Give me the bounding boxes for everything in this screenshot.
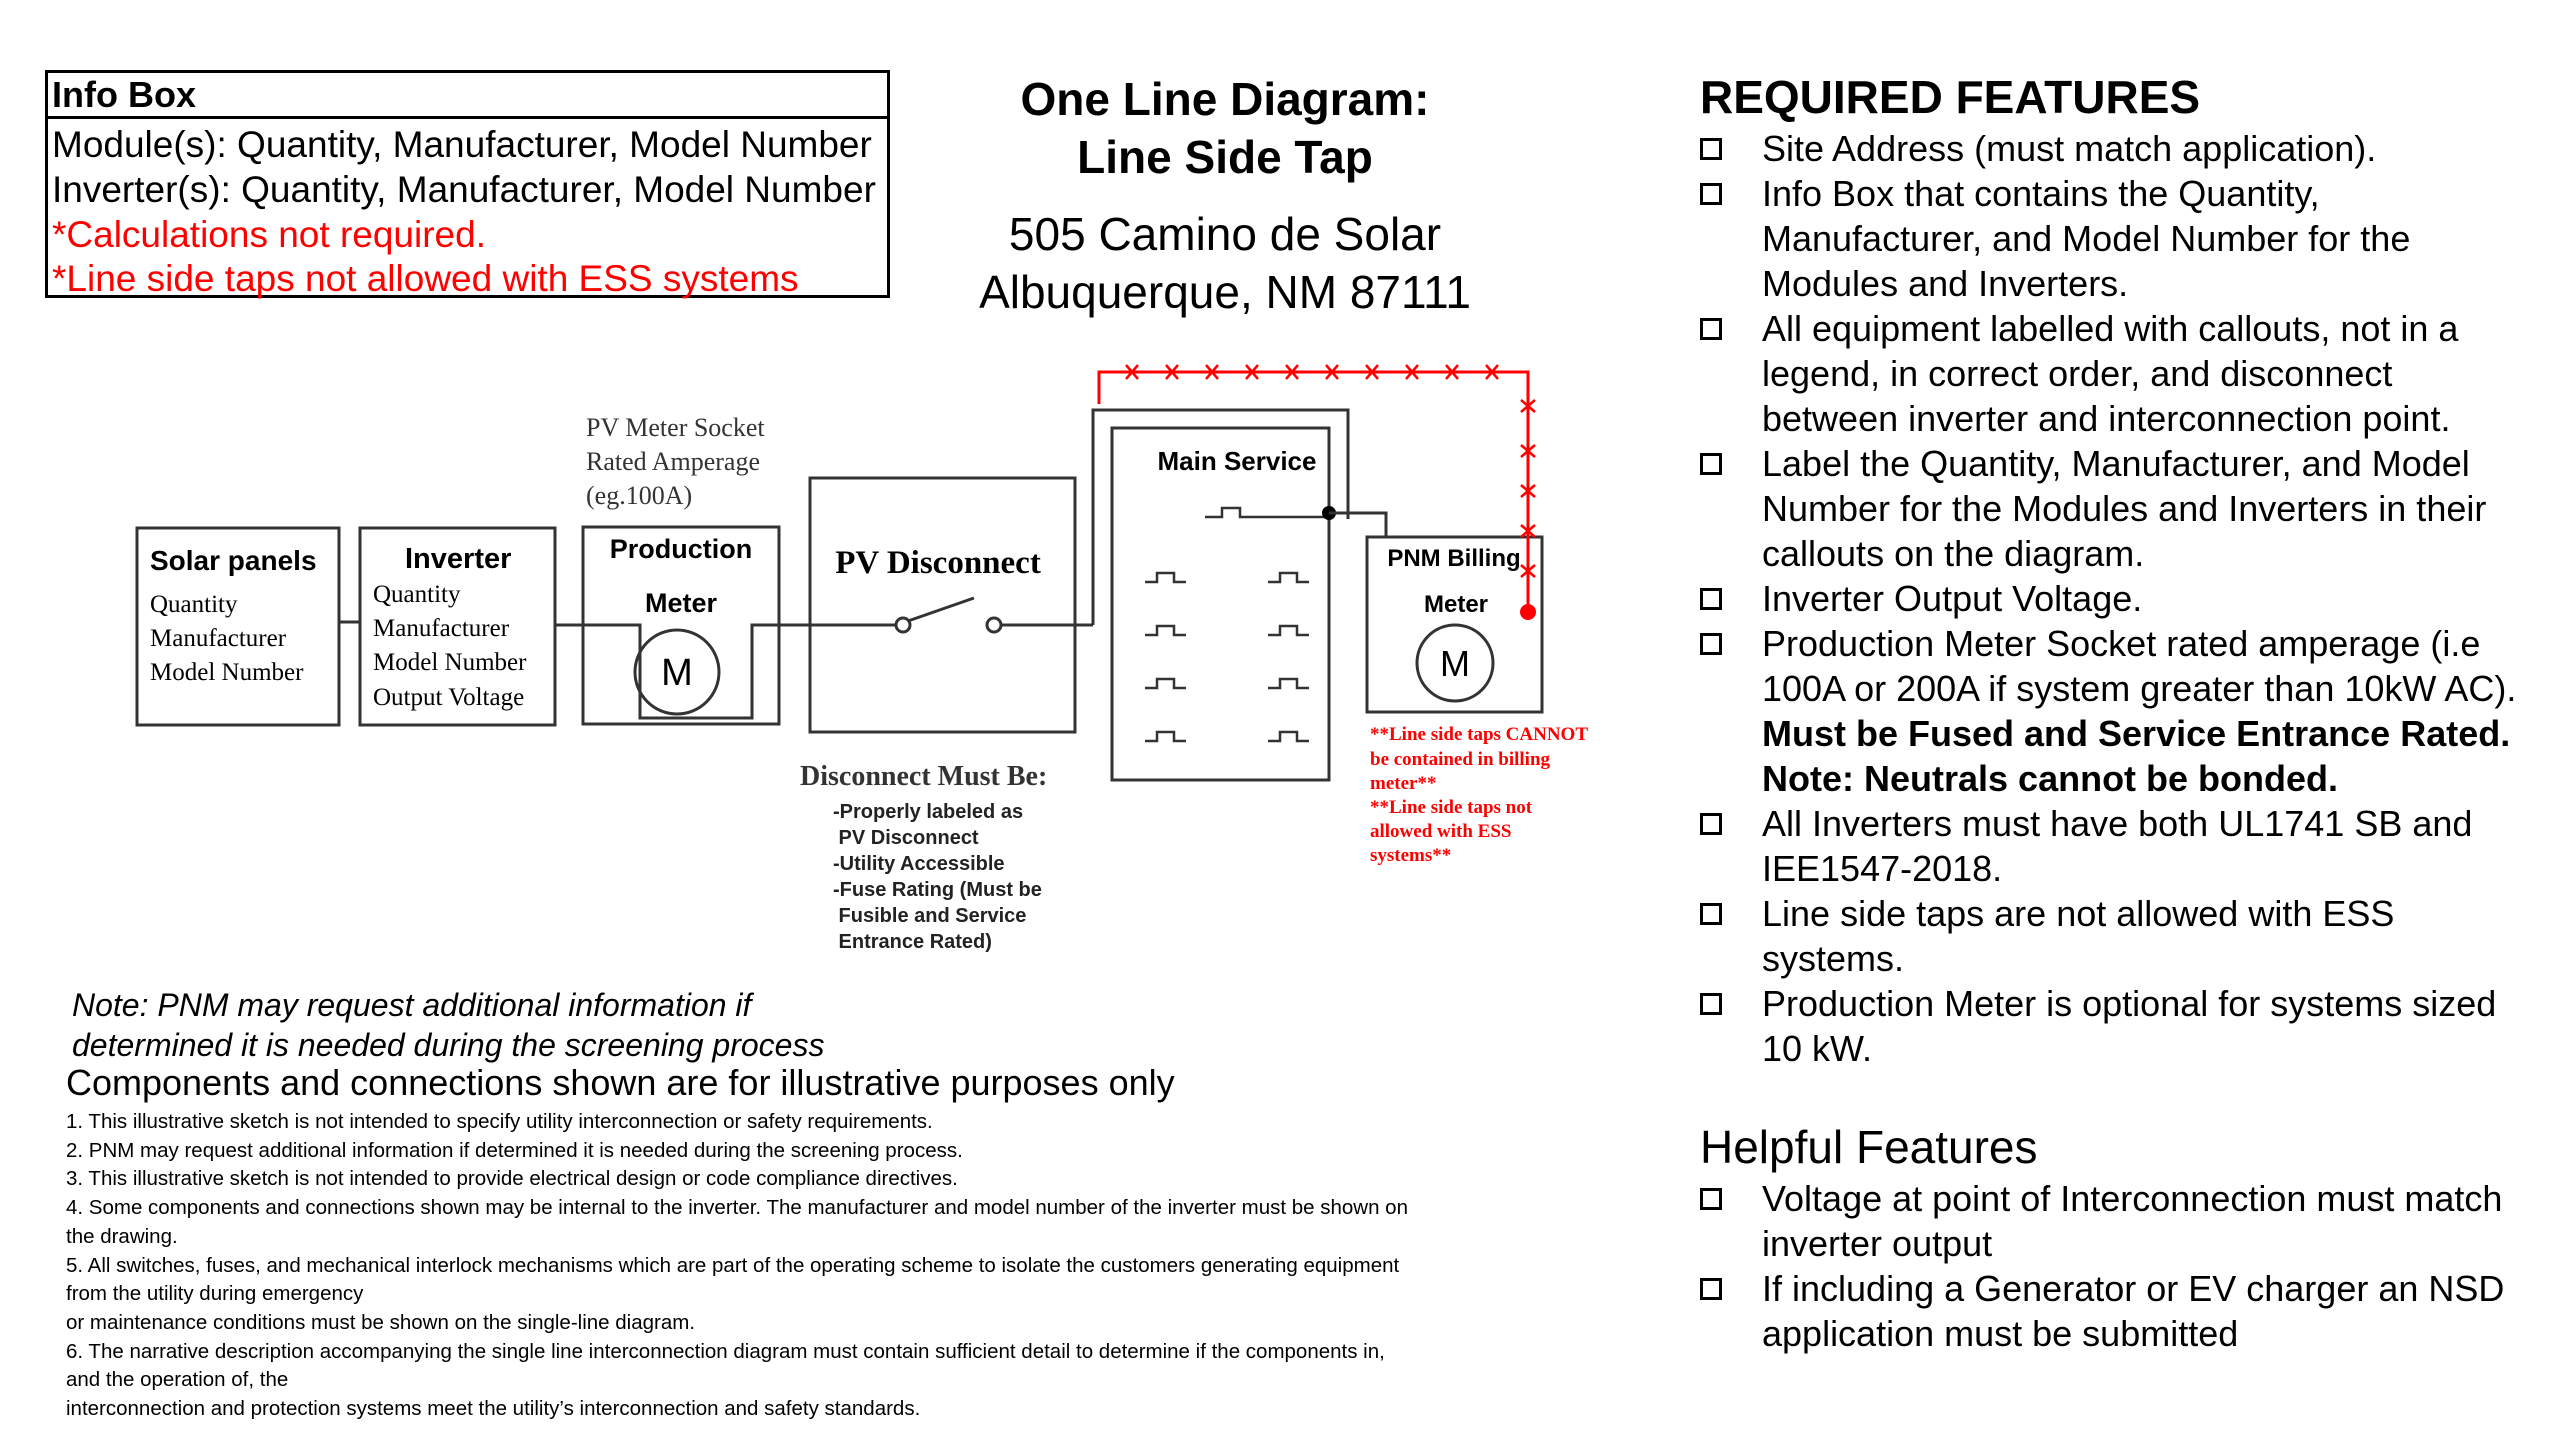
red-note-line: **Line side taps not bbox=[1370, 797, 1533, 818]
meter-symbol-letter: M bbox=[661, 652, 693, 694]
inverter-manufacturer-label: Manufacturer bbox=[373, 615, 510, 642]
required-item-text: Info Box that contains the Quantity, bbox=[1762, 173, 2320, 214]
fine-print-line: the drawing. bbox=[66, 1224, 178, 1248]
required-bold-text: Must be Fused and Service Entrance Rated. bbox=[1762, 713, 2511, 754]
required-item-text: Modules and Inverters. bbox=[1762, 263, 2129, 304]
required-item-text: between inverter and interconnection point. bbox=[1762, 398, 2451, 439]
red-note-line: meter** bbox=[1370, 773, 1437, 794]
disconnect-requirement-line: -Properly labeled as bbox=[833, 801, 1024, 823]
checkbox-icon bbox=[1700, 1278, 1722, 1300]
solar-quantity-label: Quantity bbox=[150, 591, 238, 618]
disconnect-requirements bbox=[800, 761, 1047, 953]
checkbox-icon bbox=[1700, 318, 1722, 340]
required-item-text: All equipment labelled with callouts, not in a bbox=[1762, 308, 2459, 349]
red-note-line: **Line side taps CANNOT bbox=[1370, 724, 1588, 745]
checkbox-icon bbox=[1700, 183, 1722, 205]
solar-panels-title: Solar panels bbox=[150, 545, 317, 576]
pnm-meter-title: PNM Billing bbox=[1387, 545, 1521, 572]
address-line1: 505 Camino de Solar bbox=[1008, 208, 1442, 260]
pnm-note-line: determined it is needed during the screening process bbox=[72, 1027, 825, 1063]
red-note-line: systems** bbox=[1370, 845, 1452, 866]
checkbox-icon bbox=[1700, 138, 1722, 160]
red-note-line: be contained in billing bbox=[1370, 749, 1551, 770]
meter-symbol-letter: M bbox=[1440, 643, 1470, 684]
one-line-diagram bbox=[0, 0, 1690, 980]
required-item-text: Label the Quantity, Manufacturer, and Model bbox=[1762, 443, 2470, 484]
pv-disconnect-title: PV Disconnect bbox=[835, 545, 1041, 581]
helpful-item-text: application must be submitted bbox=[1762, 1313, 2239, 1354]
helpful-item-text: If including a Generator or EV charger an NSD bbox=[1762, 1268, 2505, 1309]
inverter-box bbox=[360, 528, 555, 725]
checkbox-icon bbox=[1700, 813, 1722, 835]
diagram-title-line1: One Line Diagram: bbox=[1020, 73, 1430, 125]
meter-socket-label-line: Rated Amperage bbox=[586, 447, 760, 476]
required-item-text: Site Address (must match application). bbox=[1762, 128, 2377, 169]
switch-contact-icon bbox=[987, 618, 1001, 632]
checkbox-icon bbox=[1700, 453, 1722, 475]
required-item-text: Manufacturer, and Model Number for the bbox=[1762, 218, 2411, 259]
required-item-text: legend, in correct order, and disconnect bbox=[1762, 353, 2393, 394]
production-meter-sub: Meter bbox=[644, 588, 718, 618]
pnm-note-line: Note: PNM may request additional information if bbox=[72, 987, 752, 1023]
main-service-panel bbox=[1112, 428, 1330, 780]
checkbox-icon bbox=[1700, 588, 1722, 610]
pnm-note bbox=[72, 985, 824, 1065]
helpful-features-title: Helpful Features bbox=[1700, 1121, 2038, 1173]
disconnect-requirement-line: -Utility Accessible bbox=[833, 853, 1005, 875]
checkbox-icon bbox=[1700, 993, 1722, 1015]
fine-print-line: from the utility during emergency bbox=[66, 1282, 364, 1306]
pnm-meter-sub: Meter bbox=[1423, 591, 1489, 618]
required-item-text: Inverter Output Voltage. bbox=[1762, 578, 2143, 619]
inverter-quantity-label: Quantity bbox=[373, 581, 461, 608]
helpful-item-text: Voltage at point of Interconnection must match bbox=[1762, 1178, 2503, 1219]
meter-socket-label bbox=[586, 413, 765, 510]
fine-print-line: interconnection and protection systems meet the utility’s interconnection and safety standards. bbox=[66, 1397, 921, 1421]
required-item-text: Line side taps are not allowed with ESS bbox=[1762, 893, 2395, 934]
required-features-title: REQUIRED FEATURES bbox=[1700, 71, 2201, 123]
fine-print-line: and the operation of, the bbox=[66, 1368, 289, 1392]
required-item-text: Number for the Modules and Inverters in their bbox=[1762, 488, 2487, 529]
required-item-text: All Inverters must have both UL1741 SB and bbox=[1762, 803, 2473, 844]
required-item-text: Production Meter is optional for systems sized bbox=[1762, 983, 2497, 1024]
info-box-title: Info Box bbox=[48, 73, 887, 119]
production-meter-box bbox=[583, 527, 810, 724]
info-box-ess-note: *Line side taps not allowed with ESS systems bbox=[52, 258, 799, 299]
production-meter-title: Production bbox=[609, 534, 753, 564]
red-note-line: allowed with ESS bbox=[1370, 821, 1512, 842]
red-note bbox=[1370, 724, 1588, 866]
tap-point-dot bbox=[1520, 604, 1536, 620]
info-box-inverters-line: Inverter(s): Quantity, Manufacturer, Model Number bbox=[52, 169, 876, 210]
address-line2: Albuquerque, NM 87111 bbox=[979, 266, 1471, 318]
disconnect-requirements-title: Disconnect Must Be: bbox=[800, 761, 1048, 792]
checkbox-icon bbox=[1700, 903, 1722, 925]
required-item-text: Production Meter Socket rated amperage (i.e bbox=[1762, 623, 2481, 664]
info-box-calc-note: *Calculations not required. bbox=[52, 214, 486, 255]
solar-panels-box bbox=[137, 528, 339, 725]
solar-manufacturer-label: Manufacturer bbox=[150, 625, 287, 652]
disconnect-requirement-line: Entrance Rated) bbox=[833, 931, 992, 953]
disconnect-requirement-line: PV Disconnect bbox=[833, 827, 979, 849]
fine-print-line: 4. Some components and connections shown may be internal to the inverter. The manufacturer and model number of the inverter must be shown on bbox=[66, 1196, 1408, 1220]
disconnect-requirement-line: -Fuse Rating (Must be bbox=[833, 879, 1042, 901]
solar-model-label: Model Number bbox=[150, 659, 304, 686]
diagram-title-line2: Line Side Tap bbox=[1077, 131, 1373, 183]
fine-print-notes bbox=[66, 1108, 1666, 1424]
inverter-title: Inverter bbox=[405, 543, 512, 575]
fine-print-line: 2. PNM may request additional information if determined it is needed during the screening process. bbox=[66, 1138, 963, 1162]
required-item-text: IEE1547-2018. bbox=[1762, 848, 2003, 889]
helpful-item-text: inverter output bbox=[1762, 1223, 1993, 1264]
meter-socket-label-line: (eg.100A) bbox=[586, 481, 693, 510]
checkbox-icon bbox=[1700, 1188, 1722, 1210]
pv-disconnect-box bbox=[810, 478, 1093, 732]
meter-socket-label-line: PV Meter Socket bbox=[586, 413, 765, 442]
inverter-model-label: Model Number bbox=[373, 649, 527, 676]
fine-print-line: 5. All switches, fuses, and mechanical interlock mechanisms which are part of the operating scheme to isolate the customers generating equipment bbox=[66, 1253, 1400, 1277]
pnm-billing-meter-box bbox=[1367, 537, 1542, 712]
required-item-text: 10 kW. bbox=[1762, 1028, 1873, 1069]
fine-print-line: or maintenance conditions must be shown on the single-line diagram. bbox=[66, 1310, 696, 1334]
checkbox-icon bbox=[1700, 633, 1722, 655]
main-service-title: Main Service bbox=[1157, 446, 1317, 476]
required-item-text: systems. bbox=[1762, 938, 1905, 979]
fine-print-line: 3. This illustrative sketch is not intended to provide electrical design or code compliance directives. bbox=[66, 1167, 958, 1191]
inverter-voltage-label: Output Voltage bbox=[373, 684, 525, 711]
required-item-text: 100A or 200A if system greater than 10kW AC). bbox=[1762, 668, 2517, 709]
fine-print-line: 6. The narrative description accompanying the single line interconnection diagram must contain sufficient detail to determine if the components in, bbox=[66, 1339, 1385, 1363]
illustrative-disclaimer: Components and connections shown are for illustrative purposes only bbox=[66, 1062, 1175, 1103]
disconnect-requirement-line: Fusible and Service bbox=[833, 905, 1027, 927]
required-item-text: callouts on the diagram. bbox=[1762, 533, 2145, 574]
info-box-modules-line: Module(s): Quantity, Manufacturer, Model Number bbox=[52, 124, 872, 165]
fine-print-line: 1. This illustrative sketch is not intended to specify utility interconnection or safety requirements. bbox=[66, 1110, 933, 1133]
required-bold-text: Note: Neutrals cannot be bonded. bbox=[1762, 758, 2339, 799]
